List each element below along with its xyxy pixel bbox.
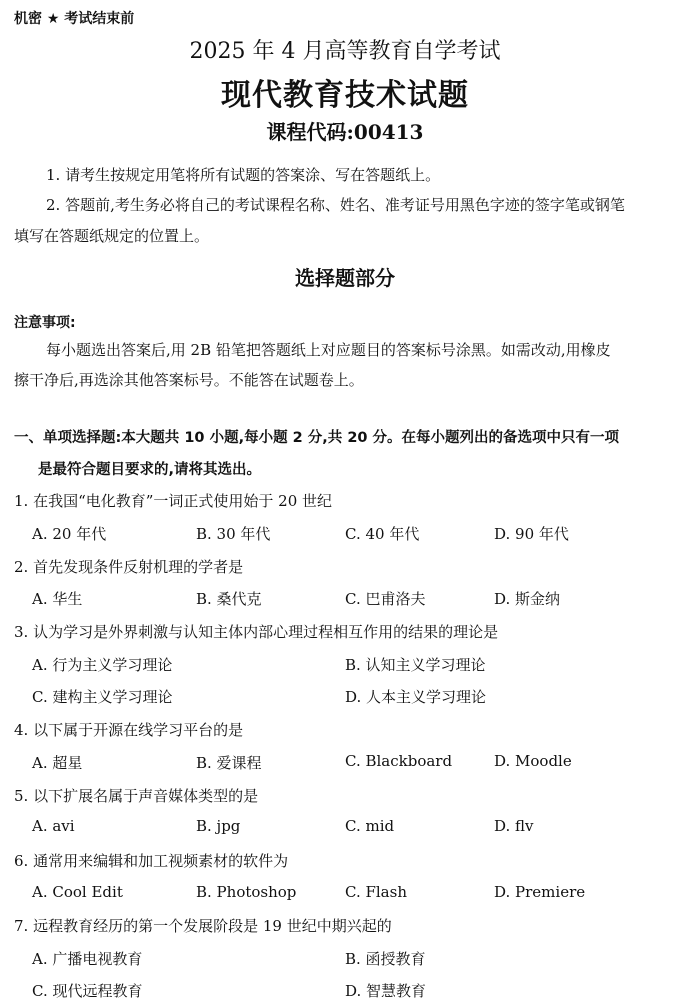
instruction-1: 1. 请考生按规定用笔将所有试题的答案涂、写在答题纸上。 — [46, 166, 441, 184]
section-title: 选择题部分 — [295, 266, 395, 290]
part-one-heading: 一、单项选择题:本大题共 10 小题,每小题 2 分,共 20 分。在每小题列出的备选项中只有一项 — [14, 430, 620, 446]
question-1-option-d: D. 90 年代 — [494, 525, 569, 543]
question-6-option-b: B. Photoshop — [196, 883, 297, 901]
exam-title: 2025 年 4 月高等教育自学考试 — [189, 39, 501, 64]
question-5-option-b: B. jpg — [196, 817, 241, 835]
question-2-option-d: D. 斯金纳 — [494, 590, 561, 608]
question-7-option-b: B. 函授教育 — [345, 950, 426, 968]
question-3-option-b: B. 认知主义学习理论 — [345, 656, 486, 674]
question-3-option-a: A. 行为主义学习理论 — [32, 656, 173, 674]
instruction-2: 2. 答题前,考生务必将自己的考试课程名称、姓名、准考证号用黑色字迹的签字笔或钢笔 — [46, 196, 625, 214]
question-5-option-c: C. mid — [345, 817, 395, 835]
question-1-option-b: B. 30 年代 — [196, 525, 271, 543]
question-1-stem: 1. 在我国“电化教育”一词正式使用始于 20 世纪 — [14, 492, 333, 510]
question-6-option-a: A. Cool Edit — [32, 883, 123, 901]
question-4-option-b: B. 爱课程 — [196, 754, 262, 772]
notice-line-2: 擦干净后,再选涂其他答案标号。不能答在试题卷上。 — [14, 371, 364, 389]
question-4-option-a: A. 超星 — [32, 754, 83, 772]
question-2-stem: 2. 首先发现条件反射机理的学者是 — [14, 558, 244, 576]
question-3-stem: 3. 认为学习是外界刺激与认知主体内部心理过程相互作用的结果的理论是 — [14, 623, 499, 641]
question-7-stem: 7. 远程教育经历的第一个发展阶段是 19 世纪中期兴起的 — [14, 917, 392, 935]
question-6-option-d: D. Premiere — [494, 883, 586, 901]
instruction-2-cont: 填写在答题纸规定的位置上。 — [14, 227, 210, 245]
question-4-option-d: D. Moodle — [494, 752, 572, 770]
notice-line-1: 每小题选出答案后,用 2B 铅笔把答题纸上对应题目的答案标号涂黑。如需改动,用橡皮 — [46, 341, 611, 359]
course-code: 课程代码:00413 — [266, 120, 424, 144]
question-7-option-c: C. 现代远程教育 — [32, 982, 143, 1000]
question-3-option-d: D. 人本主义学习理论 — [345, 688, 487, 706]
question-7-option-a: A. 广播电视教育 — [32, 950, 143, 968]
notice-title: 注意事项: — [14, 315, 76, 331]
question-6-option-c: C. Flash — [345, 883, 407, 901]
question-2-option-a: A. 华生 — [32, 590, 83, 608]
question-2-option-b: B. 桑代克 — [196, 590, 262, 608]
question-4-stem: 4. 以下属于开源在线学习平台的是 — [14, 721, 244, 739]
confidential-mark: 机密 ★ 考试结束前 — [14, 11, 135, 27]
question-1-option-c: C. 40 年代 — [345, 525, 420, 543]
question-4-option-c: C. Blackboard — [345, 752, 453, 770]
question-3-option-c: C. 建构主义学习理论 — [32, 688, 173, 706]
paper-title: 现代教育技术试题 — [221, 78, 469, 113]
question-5-stem: 5. 以下扩展名属于声音媒体类型的是 — [14, 787, 259, 805]
part-one-heading-cont: 是最符合题目要求的,请将其选出。 — [38, 462, 262, 478]
question-7-option-d: D. 智慧教育 — [345, 982, 427, 1000]
question-5-option-a: A. avi — [32, 817, 75, 835]
question-5-option-d: D. flv — [494, 817, 534, 835]
question-1-option-a: A. 20 年代 — [32, 525, 107, 543]
question-2-option-c: C. 巴甫洛夫 — [345, 590, 426, 608]
question-6-stem: 6. 通常用来编辑和加工视频素材的软件为 — [14, 852, 289, 870]
